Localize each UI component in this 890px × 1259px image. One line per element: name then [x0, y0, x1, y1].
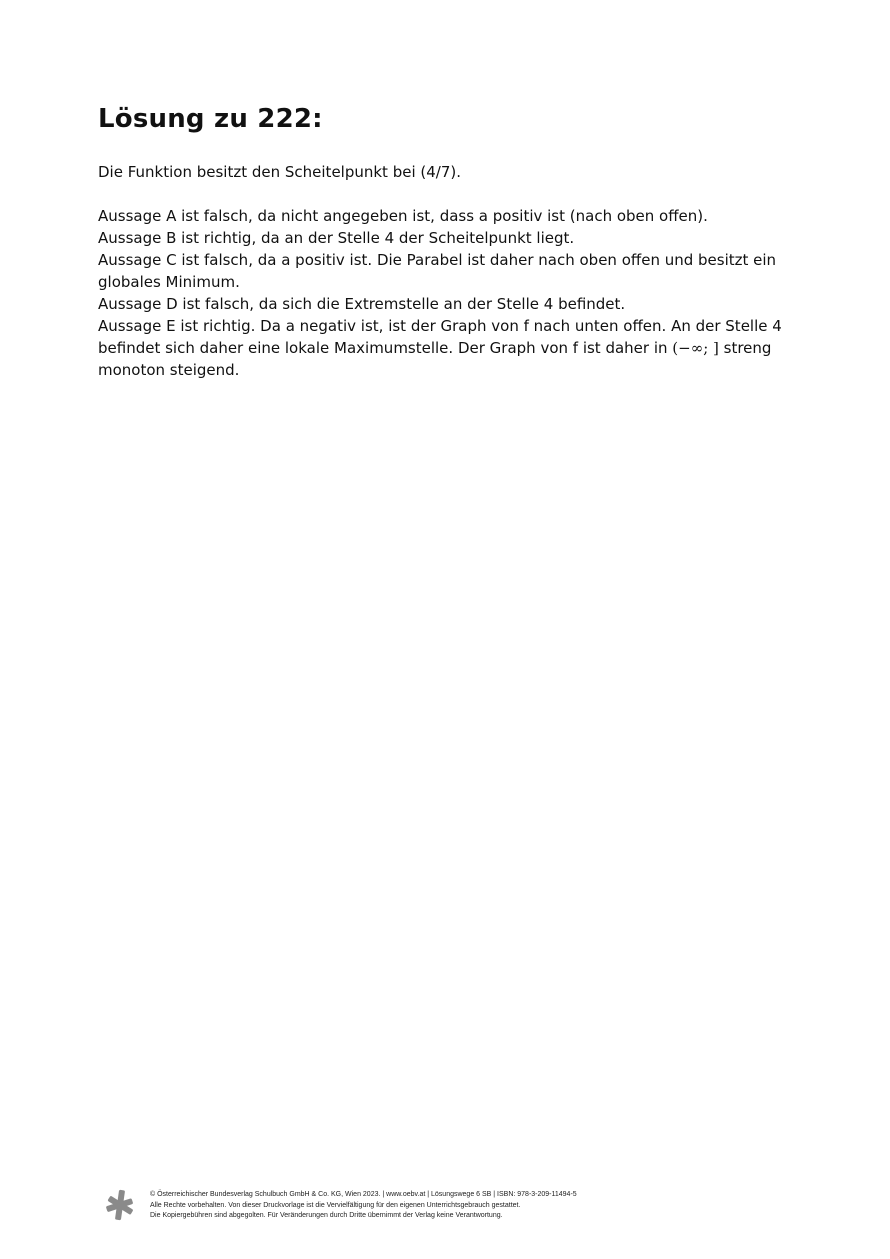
footer-rights-line: Alle Rechte vorbehalten. Von dieser Druckvorlage ist die Vervielfältigung für den eigenen Unterrichtsgebrauch gestattet.: [150, 1201, 521, 1209]
footer-copyright-line: © Österreichischer Bundesverlag Schulbuch GmbH & Co. KG, Wien 2023. | www.oebv.at | Lösungswege 6 SB | ISBN: 978-3-209-11494-5: [150, 1191, 577, 1198]
oebv-asterisk-logo-icon: [104, 1189, 136, 1221]
statement-d: Aussage D ist falsch, da sich die Extremstelle an der Stelle 4 befindet.: [98, 295, 626, 313]
statement-e-end: streng monoton steigend.: [98, 339, 772, 379]
statement-e-text: Aussage E ist richtig. Da a negativ ist, ist der Graph von f nach unten offen. An der Stelle 4 befindet sich daher eine lokale Maximumstelle. Der Graph von f ist daher in: [98, 317, 782, 357]
footer-liability-line: Die Kopiergebühren sind abgegolten. Für Veränderungen durch Dritte übernimmt der Verlag keine Verantwortung.: [150, 1212, 503, 1219]
intro-paragraph: Die Funktion besitzt den Scheitelpunkt bei (4/7).: [98, 163, 462, 181]
statement-c: Aussage C ist falsch, da a positiv ist. Die Parabel ist daher nach oben offen und besitzt ein globales Minimum.: [98, 251, 777, 291]
statement-a: Aussage A ist falsch, da nicht angegeben ist, dass a positiv ist (nach oben offen).: [98, 207, 708, 225]
statement-b: Aussage B ist richtig, da an der Stelle 4 der Scheitelpunkt liegt.: [98, 229, 575, 247]
footer-legal-text: [150, 1190, 577, 1222]
footer: [104, 1188, 804, 1224]
page-title: Lösung zu 222:: [98, 104, 323, 134]
solution-text: [98, 161, 828, 381]
interval-expression: (−∞; ]: [672, 339, 719, 357]
statement-e: [98, 315, 828, 381]
